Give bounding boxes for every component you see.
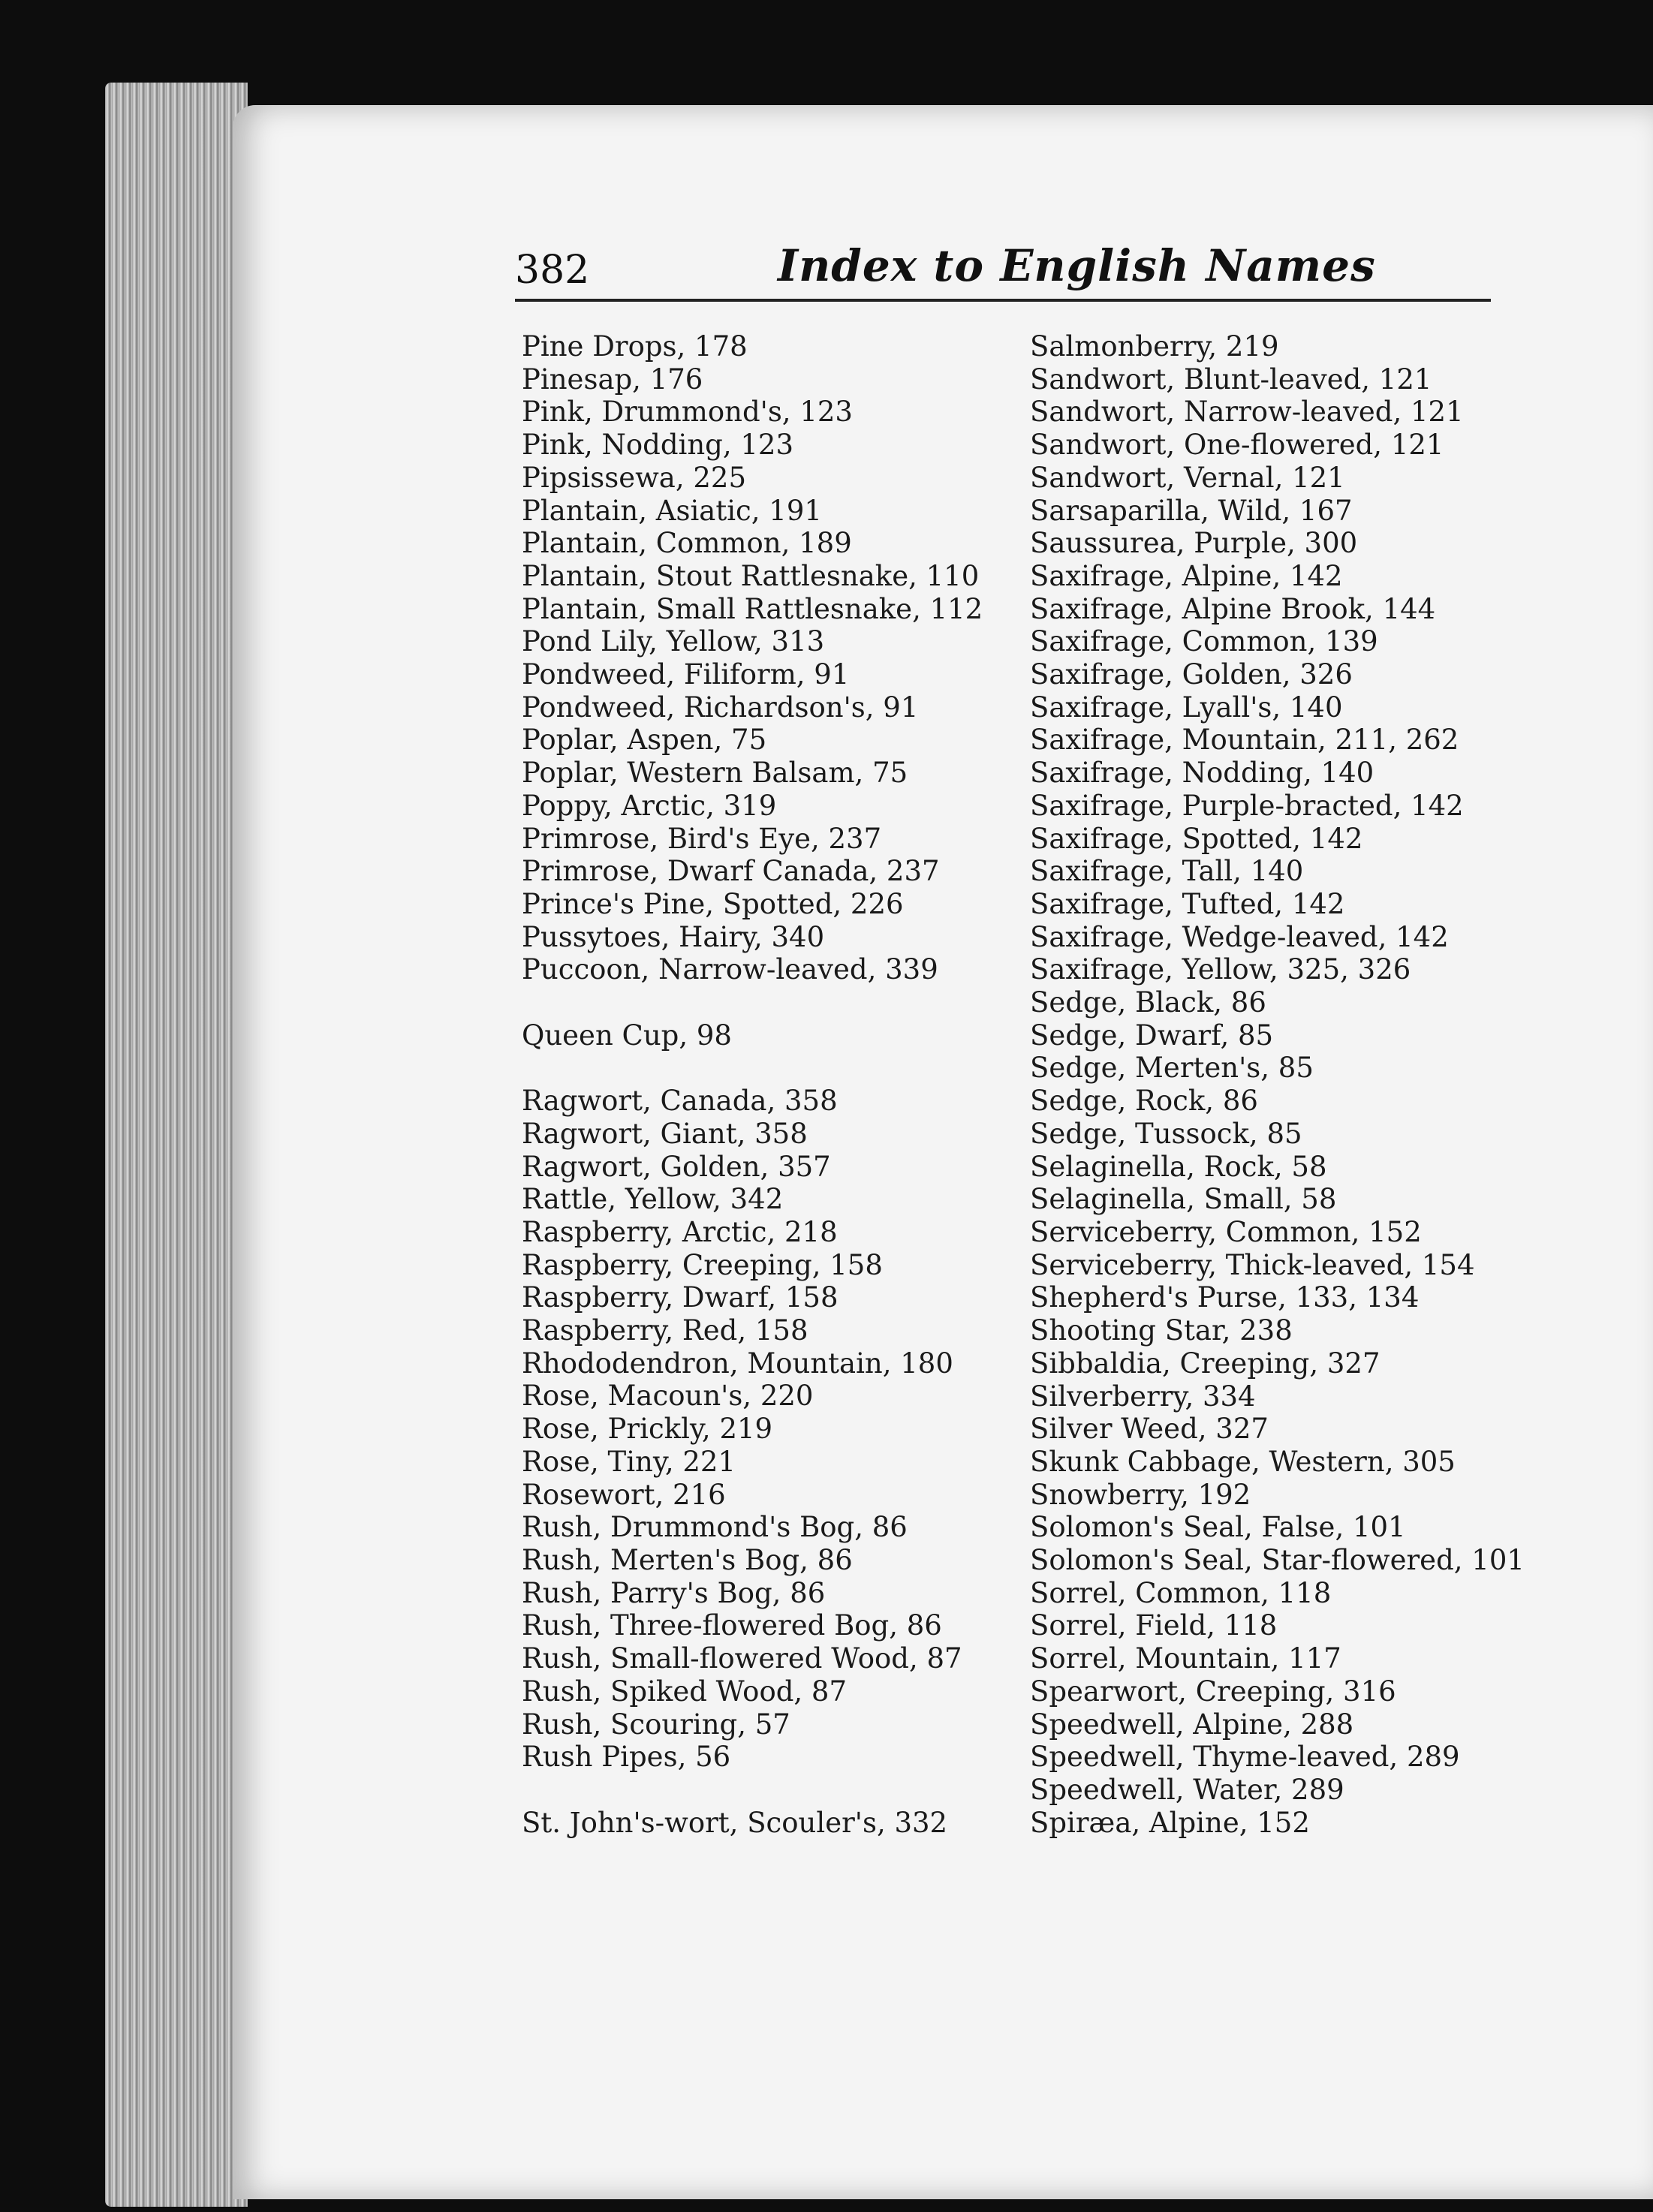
- index-entry: Spearwort, Creeping, 316: [1030, 1675, 1396, 1708]
- index-entry: Saxifrage, Yellow, 325, 326: [1030, 953, 1411, 986]
- index-entry: Ragwort, Golden, 357: [522, 1150, 831, 1183]
- index-entry: Skunk Cabbage, Western, 305: [1030, 1445, 1456, 1478]
- index-entry: Pipsissewa, 225: [522, 461, 746, 494]
- index-entry: Saxifrage, Alpine, 142: [1030, 559, 1343, 592]
- index-entry: Rush, Merten's Bog, 86: [522, 1543, 853, 1576]
- index-gap: [522, 1774, 983, 1807]
- page-title: Index to English Names: [778, 240, 1376, 291]
- index-entry: Rhododendron, Mountain, 180: [522, 1347, 953, 1380]
- index-entry: Rosewort, 216: [522, 1478, 726, 1511]
- index-entry: Poplar, Western Balsam, 75: [522, 757, 908, 790]
- index-entry: Solomon's Seal, Star-flowered, 101: [1030, 1544, 1525, 1577]
- index-entry: Rose, Tiny, 221: [522, 1445, 736, 1478]
- index-entry: Pussytoes, Hairy, 340: [522, 920, 825, 953]
- index-entry: Ragwort, Canada, 358: [522, 1085, 838, 1118]
- index-entry: Pondweed, Filiform, 91: [522, 658, 850, 691]
- index-entry: Saxifrage, Wedge-leaved, 142: [1030, 920, 1449, 953]
- index-entry: St. John's-wort, Scouler's, 332: [522, 1806, 948, 1839]
- index-entry: Sorrel, Common, 118: [1030, 1576, 1332, 1609]
- index-entry: Sandwort, Blunt-leaved, 121: [1030, 363, 1432, 396]
- index-entry: Shepherd's Purse, 133, 134: [1030, 1281, 1420, 1314]
- index-entry: Sedge, Merten's, 85: [1030, 1052, 1314, 1085]
- index-entry: Rush, Scouring, 57: [522, 1708, 790, 1741]
- index-entry: Pine Drops, 178: [522, 330, 748, 363]
- index-entry: Saxifrage, Mountain, 211, 262: [1030, 724, 1459, 757]
- index-entry: Saxifrage, Alpine Brook, 144: [1030, 592, 1436, 625]
- index-entry: Plantain, Common, 189: [522, 527, 852, 560]
- index-entry: Sandwort, Narrow-leaved, 121: [1030, 396, 1464, 429]
- index-entry: Silverberry, 334: [1030, 1380, 1256, 1413]
- index-entry: Pinesap, 176: [522, 363, 703, 396]
- index-entry: Plantain, Stout Rattlesnake, 110: [522, 559, 980, 592]
- index-entry: Sandwort, Vernal, 121: [1030, 461, 1345, 494]
- index-entry: Raspberry, Creeping, 158: [522, 1248, 883, 1281]
- index-entry: Serviceberry, Thick-leaved, 154: [1030, 1248, 1475, 1281]
- index-entry: Speedwell, Water, 289: [1030, 1773, 1344, 1806]
- index-entry: Sorrel, Mountain, 117: [1030, 1642, 1341, 1675]
- book-page-edges: [105, 83, 248, 2207]
- index-entry: Speedwell, Alpine, 288: [1030, 1708, 1354, 1741]
- index-entry: Shooting Star, 238: [1030, 1314, 1293, 1347]
- index-gap: [522, 986, 983, 1019]
- index-entry: Rush, Drummond's Bog, 86: [522, 1511, 908, 1544]
- index-entry: Saxifrage, Nodding, 140: [1030, 757, 1374, 790]
- index-entry: Plantain, Small Rattlesnake, 112: [522, 592, 983, 625]
- index-entry: Prince's Pine, Spotted, 226: [522, 887, 904, 920]
- index-entry: Sibbaldia, Creeping, 327: [1030, 1347, 1381, 1380]
- index-gap: [522, 1052, 983, 1085]
- index-entry: Rose, Prickly, 219: [522, 1413, 773, 1446]
- index-entry: Pondweed, Richardson's, 91: [522, 691, 919, 724]
- index-entry: Saxifrage, Tufted, 142: [1030, 887, 1345, 920]
- header-rule: [515, 299, 1491, 302]
- index-entry: Primrose, Dwarf Canada, 237: [522, 855, 940, 888]
- index-entry: Sedge, Black, 86: [1030, 986, 1266, 1019]
- index-entry: Selaginella, Rock, 58: [1030, 1150, 1327, 1183]
- index-entry: Saxifrage, Golden, 326: [1030, 658, 1353, 691]
- index-entry: Selaginella, Small, 58: [1030, 1183, 1337, 1216]
- index-entry: Saussurea, Purple, 300: [1030, 527, 1358, 560]
- running-head: [515, 240, 1491, 308]
- index-entry: Rush, Parry's Bog, 86: [522, 1576, 826, 1609]
- index-entry: Queen Cup, 98: [522, 1019, 732, 1052]
- index-entry: Poppy, Arctic, 319: [522, 789, 777, 822]
- index-entry: Rush Pipes, 56: [522, 1741, 731, 1774]
- index-entry: Sandwort, One-flowered, 121: [1030, 429, 1444, 462]
- index-entry: Primrose, Bird's Eye, 237: [522, 822, 882, 855]
- index-entry: Sedge, Tussock, 85: [1030, 1117, 1302, 1150]
- index-entry: Saxifrage, Common, 139: [1030, 625, 1378, 658]
- index-entry: Rush, Small-flowered Wood, 87: [522, 1642, 962, 1675]
- index-entry: Ragwort, Giant, 358: [522, 1117, 808, 1150]
- index-entry: Speedwell, Thyme-leaved, 289: [1030, 1741, 1460, 1774]
- index-entry: Serviceberry, Common, 152: [1030, 1215, 1422, 1248]
- index-entry: Rush, Three-flowered Bog, 86: [522, 1609, 942, 1642]
- index-entry: Pink, Nodding, 123: [522, 429, 794, 462]
- index-entry: Rush, Spiked Wood, 87: [522, 1675, 848, 1708]
- index-column-left: [522, 330, 983, 1839]
- index-entry: Pink, Drummond's, 123: [522, 396, 853, 429]
- index-entry: Saxifrage, Spotted, 142: [1030, 822, 1363, 855]
- index-entry: Snowberry, 192: [1030, 1478, 1251, 1511]
- index-entry: Spiræa, Alpine, 152: [1030, 1806, 1310, 1839]
- index-entry: Rose, Macoun's, 220: [522, 1380, 814, 1413]
- index-entry: Puccoon, Narrow-leaved, 339: [522, 953, 938, 986]
- index-column-right: [1030, 330, 1525, 1839]
- index-entry: Raspberry, Red, 158: [522, 1314, 808, 1347]
- index-entry: Sorrel, Field, 118: [1030, 1609, 1278, 1642]
- index-entry: Saxifrage, Tall, 140: [1030, 855, 1304, 888]
- index-entry: Rattle, Yellow, 342: [522, 1183, 784, 1216]
- index-entry: Sedge, Rock, 86: [1030, 1085, 1258, 1118]
- index-entry: Salmonberry, 219: [1030, 330, 1279, 363]
- index-entry: Plantain, Asiatic, 191: [522, 494, 822, 527]
- index-entry: Raspberry, Arctic, 218: [522, 1215, 838, 1248]
- index-entry: Raspberry, Dwarf, 158: [522, 1281, 839, 1314]
- index-entry: Silver Weed, 327: [1030, 1413, 1269, 1446]
- index-entry: Solomon's Seal, False, 101: [1030, 1511, 1406, 1544]
- index-entry: Sarsaparilla, Wild, 167: [1030, 494, 1353, 527]
- index-entry: Poplar, Aspen, 75: [522, 724, 767, 757]
- index-entry: Sedge, Dwarf, 85: [1030, 1019, 1274, 1052]
- index-entry: Saxifrage, Purple-bracted, 142: [1030, 789, 1464, 822]
- index-entry: Pond Lily, Yellow, 313: [522, 625, 825, 658]
- page-number: 382: [515, 248, 590, 293]
- index-entry: Saxifrage, Lyall's, 140: [1030, 691, 1343, 724]
